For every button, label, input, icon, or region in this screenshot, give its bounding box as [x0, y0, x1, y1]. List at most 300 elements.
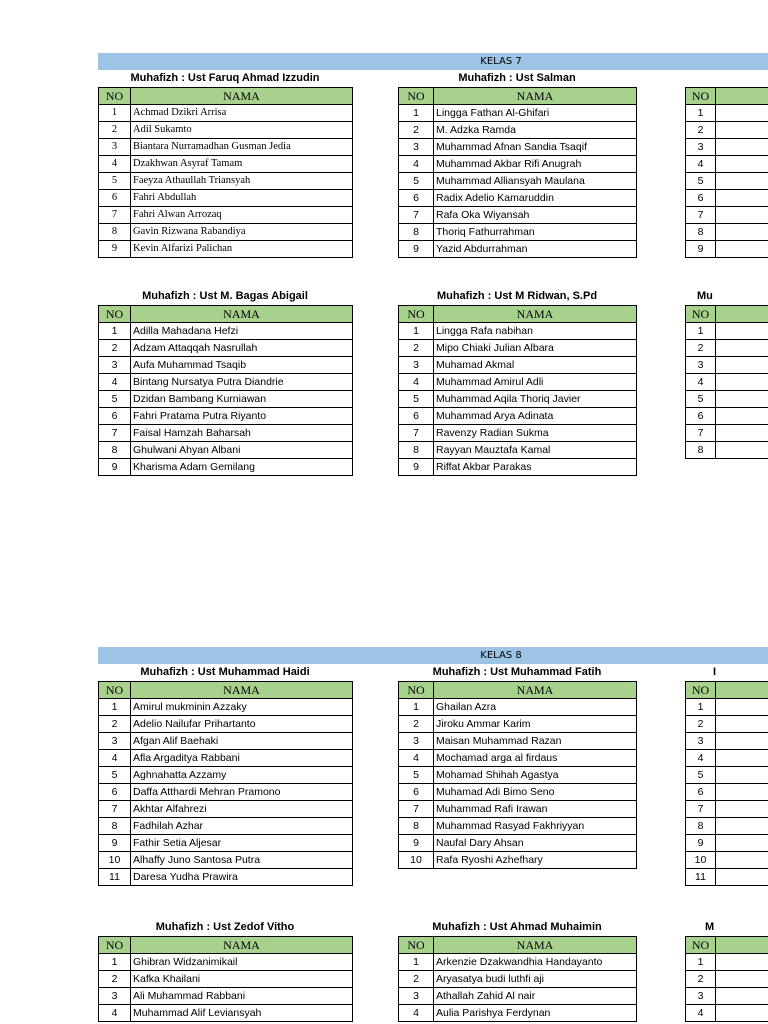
- table-row: [399, 835, 637, 852]
- row-nama: Aulia Parishya Ferdynan: [434, 1005, 637, 1022]
- table-row: [686, 425, 768, 442]
- row-no: 1: [99, 105, 131, 122]
- table-row: [99, 784, 353, 801]
- row-nama: Fahri Abdullah: [131, 190, 353, 207]
- row-nama: Kafka Khailani: [131, 971, 353, 988]
- table-row: [686, 869, 768, 886]
- row-nama: Adilla Mahadana Hefzi: [131, 323, 353, 340]
- table-row: [99, 323, 353, 340]
- group-kelas8-third-partial: [685, 664, 768, 886]
- row-nama: Muhammad Alliansyah Maulana: [434, 173, 637, 190]
- row-nama: Lingga Fathan Al-Ghifari: [434, 105, 637, 122]
- table-row: [686, 207, 768, 224]
- group-title: M: [705, 921, 715, 933]
- row-no: 4: [99, 156, 131, 173]
- table-row: [686, 374, 768, 391]
- header-nama: NAMA: [434, 682, 637, 699]
- group-title: Muhafizh : Ust Ahmad Muhaimin: [432, 921, 602, 933]
- table-row: [399, 733, 637, 750]
- row-no: 1: [99, 699, 131, 716]
- row-no: 3: [99, 139, 131, 156]
- table-row: [686, 750, 768, 767]
- table-row: [686, 241, 768, 258]
- table-row: [399, 971, 637, 988]
- row-no: 5: [399, 391, 434, 408]
- row-no: 4: [399, 156, 434, 173]
- table-row: [399, 207, 637, 224]
- row-no: 7: [99, 425, 131, 442]
- row-nama: Muhamad Akmal: [434, 357, 637, 374]
- row-no: 6: [99, 190, 131, 207]
- table-row: [99, 852, 353, 869]
- row-nama: Akhtar Alfahrezi: [131, 801, 353, 818]
- row-no: 3: [99, 733, 131, 750]
- table-row: [686, 699, 768, 716]
- group-title: Muhafizh : Ust Faruq Ahmad Izzudin: [130, 72, 320, 84]
- table-row: [99, 1005, 353, 1022]
- row-nama: Afgan Alif Baehaki: [131, 733, 353, 750]
- group-title: Mu: [697, 290, 713, 302]
- header-no: NO: [686, 306, 716, 323]
- row-nama: Aryasatya budi luthfi aji: [434, 971, 637, 988]
- row-no: 8: [399, 224, 434, 241]
- table-row: [99, 340, 353, 357]
- header-nama: NAMA: [434, 306, 637, 323]
- row-nama: Muhammad Amirul Adli: [434, 374, 637, 391]
- row-nama: Dzidan Bambang Kurniawan: [131, 391, 353, 408]
- table-row: [399, 442, 637, 459]
- table-row: [399, 716, 637, 733]
- header-nama: NAMA: [434, 937, 637, 954]
- header-no: NO: [686, 88, 716, 105]
- table-row: [399, 459, 637, 476]
- row-no: 6: [399, 408, 434, 425]
- table-row: [99, 241, 353, 258]
- row-nama: Lingga Rafa nabihan: [434, 323, 637, 340]
- row-no: 4: [686, 750, 716, 767]
- table-row: [686, 323, 768, 340]
- row-no: 10: [399, 852, 434, 869]
- row-no: 7: [686, 425, 716, 442]
- table-row: [99, 374, 353, 391]
- table-row: [399, 190, 637, 207]
- row-no: 5: [686, 173, 716, 190]
- table-row: [686, 716, 768, 733]
- row-no: 4: [399, 750, 434, 767]
- group-title: [685, 70, 768, 87]
- row-no: 9: [99, 835, 131, 852]
- table-row: [399, 425, 637, 442]
- table-row: [99, 767, 353, 784]
- row-no: 1: [399, 105, 434, 122]
- table-row: [686, 852, 768, 869]
- table-row: [399, 818, 637, 835]
- row-nama: Jiroku Ammar Karim: [434, 716, 637, 733]
- row-nama: M. Adzka Ramda: [434, 122, 637, 139]
- group-title: Muhafizh : Ust M. Bagas Abigail: [142, 290, 308, 302]
- table-row: [399, 357, 637, 374]
- group-faruq: [98, 70, 352, 258]
- row-no: 6: [99, 408, 131, 425]
- row-no: 1: [686, 323, 716, 340]
- group-zedof: [98, 919, 352, 1022]
- kelas-7-label: KELAS 7: [480, 56, 522, 67]
- group-title: Muhafizh : Ust M Ridwan, S.Pd: [436, 290, 598, 302]
- row-no: 3: [399, 139, 434, 156]
- row-nama: Biantara Nurramadhan Gusman Jedia: [131, 139, 353, 156]
- table-row: [686, 818, 768, 835]
- group-bagas: [98, 288, 352, 476]
- row-nama: Alhaffy Juno Santosa Putra: [131, 852, 353, 869]
- row-nama: Gavin Rizwana Rabandiya: [131, 224, 353, 241]
- header-no: NO: [99, 306, 131, 323]
- header-no: NO: [399, 88, 434, 105]
- row-no: 3: [99, 357, 131, 374]
- table-row: [399, 852, 637, 869]
- group-title: Muhafizh : Ust Muhammad Haidi: [140, 666, 310, 678]
- table-row: [99, 408, 353, 425]
- row-nama: Faisal Hamzah Baharsah: [131, 425, 353, 442]
- row-nama: Muhammad Aqila Thoriq Javier: [434, 391, 637, 408]
- table-row: [686, 340, 768, 357]
- group-title: I: [713, 666, 717, 678]
- row-nama: Rayyan Mauztafa Kamal: [434, 442, 637, 459]
- row-no: 4: [99, 750, 131, 767]
- row-no: 3: [399, 733, 434, 750]
- row-no: 5: [399, 173, 434, 190]
- kelas-8-band: [98, 647, 768, 664]
- table-row: [686, 835, 768, 852]
- group-title: Muhafizh : Ust Salman: [458, 72, 576, 84]
- row-no: 1: [99, 323, 131, 340]
- row-no: 9: [686, 241, 716, 258]
- table-row: [99, 139, 353, 156]
- group-haidi: [98, 664, 352, 886]
- row-no: 2: [399, 340, 434, 357]
- row-no: 2: [686, 716, 716, 733]
- table-row: [399, 340, 637, 357]
- row-no: 9: [399, 459, 434, 476]
- row-no: 1: [686, 105, 716, 122]
- row-nama: Muhammad Rafi Irawan: [434, 801, 637, 818]
- row-no: 6: [686, 784, 716, 801]
- row-no: 11: [99, 869, 131, 886]
- table-row: [399, 241, 637, 258]
- row-nama: Rafa Ryoshi Azhefhary: [434, 852, 637, 869]
- row-nama: Ravenzy Radian Sukma: [434, 425, 637, 442]
- row-no: 3: [99, 988, 131, 1005]
- row-no: 6: [99, 784, 131, 801]
- table-row: [686, 139, 768, 156]
- row-no: 1: [686, 954, 716, 971]
- row-no: 2: [99, 122, 131, 139]
- row-nama: Daresa Yudha Prawira: [131, 869, 353, 886]
- row-no: 10: [686, 852, 716, 869]
- header-no: NO: [399, 937, 434, 954]
- row-no: 3: [399, 988, 434, 1005]
- header-no: NO: [686, 937, 716, 954]
- table-row: [399, 323, 637, 340]
- table-row: [99, 818, 353, 835]
- table-row: [399, 954, 637, 971]
- header-no: NO: [99, 937, 131, 954]
- table-row: [686, 784, 768, 801]
- row-no: 2: [686, 971, 716, 988]
- table-row: [99, 425, 353, 442]
- table-row: [686, 224, 768, 241]
- row-no: 2: [399, 122, 434, 139]
- table-row: [686, 801, 768, 818]
- row-nama: Thoriq Fathurrahman: [434, 224, 637, 241]
- row-nama: Athallah Zahid Al nair: [434, 988, 637, 1005]
- row-nama: Aufa Muhammad Tsaqib: [131, 357, 353, 374]
- row-nama: Radix Adelio Kamaruddin: [434, 190, 637, 207]
- row-no: 5: [99, 391, 131, 408]
- row-nama: Daffa Atthardi Mehran Pramono: [131, 784, 353, 801]
- row-no: 4: [99, 1005, 131, 1022]
- table-row: [99, 699, 353, 716]
- row-no: 11: [686, 869, 716, 886]
- row-no: 1: [399, 699, 434, 716]
- table-row: [99, 716, 353, 733]
- row-nama: Muhamad Adi Bimo Seno: [434, 784, 637, 801]
- row-no: 7: [686, 801, 716, 818]
- row-nama: Muhammad Akbar Rifi Anugrah: [434, 156, 637, 173]
- row-no: 4: [399, 1005, 434, 1022]
- row-nama: Muhammad Alif Leviansyah: [131, 1005, 353, 1022]
- row-nama: Muhammad Rasyad Fakhriyyan: [434, 818, 637, 835]
- header-no: NO: [99, 682, 131, 699]
- row-nama: Rafa Oka Wiyansah: [434, 207, 637, 224]
- header-nama: NAMA: [131, 937, 353, 954]
- row-no: 8: [99, 442, 131, 459]
- table-row: [686, 988, 768, 1005]
- row-no: 6: [399, 190, 434, 207]
- row-no: 5: [99, 173, 131, 190]
- row-no: 1: [686, 699, 716, 716]
- row-nama: Naufal Dary Ahsan: [434, 835, 637, 852]
- table-row: [686, 173, 768, 190]
- group-muhaimin: [398, 919, 636, 1022]
- row-no: 7: [99, 207, 131, 224]
- table-row: [99, 869, 353, 886]
- table-row: [99, 733, 353, 750]
- row-no: 8: [686, 224, 716, 241]
- group-kelas8-sixth-partial: [685, 919, 768, 1022]
- table-row: [99, 224, 353, 241]
- row-nama: Fadhilah Azhar: [131, 818, 353, 835]
- kelas-7-band: [98, 53, 768, 70]
- row-no: 7: [399, 801, 434, 818]
- row-no: 2: [686, 122, 716, 139]
- row-no: 5: [686, 391, 716, 408]
- row-no: 3: [686, 988, 716, 1005]
- row-no: 4: [686, 374, 716, 391]
- row-nama: Adelio Nailufar Prihartanto: [131, 716, 353, 733]
- group-third-partial: [685, 70, 768, 258]
- row-nama: Muhammad Afnan Sandia Tsaqif: [434, 139, 637, 156]
- row-nama: Dzakhwan Asyraf Tamam: [131, 156, 353, 173]
- table-row: [99, 207, 353, 224]
- header-no: NO: [399, 682, 434, 699]
- table-row: [399, 1005, 637, 1022]
- table-row: [686, 767, 768, 784]
- row-nama: Arkenzie Dzakwandhia Handayanto: [434, 954, 637, 971]
- row-nama: Mochamad arga al firdaus: [434, 750, 637, 767]
- group-salman: [398, 70, 636, 258]
- row-nama: Muhammad Arya Adinata: [434, 408, 637, 425]
- row-no: 3: [686, 733, 716, 750]
- row-no: 4: [686, 156, 716, 173]
- row-no: 6: [399, 784, 434, 801]
- row-no: 1: [399, 323, 434, 340]
- row-no: 2: [399, 971, 434, 988]
- row-no: 8: [99, 224, 131, 241]
- table-row: [686, 733, 768, 750]
- row-no: 4: [99, 374, 131, 391]
- row-no: 7: [399, 425, 434, 442]
- header-nama: NAMA: [131, 88, 353, 105]
- table-row: [99, 835, 353, 852]
- row-nama: Amirul mukminin Azzaky: [131, 699, 353, 716]
- table-row: [99, 156, 353, 173]
- row-nama: Fahri Alwan Arrozaq: [131, 207, 353, 224]
- row-nama: Fahri Pratama Putra Riyanto: [131, 408, 353, 425]
- row-no: 2: [99, 716, 131, 733]
- row-no: 9: [399, 241, 434, 258]
- table-row: [99, 988, 353, 1005]
- row-nama: Mipo Chiaki Julian Albara: [434, 340, 637, 357]
- table-row: [99, 173, 353, 190]
- table-row: [399, 750, 637, 767]
- group-sixth-partial: [685, 288, 768, 459]
- header-no: NO: [99, 88, 131, 105]
- group-ridwan: [398, 288, 636, 476]
- row-no: 3: [686, 139, 716, 156]
- row-no: 7: [99, 801, 131, 818]
- table-row: [399, 784, 637, 801]
- table-row: [686, 1005, 768, 1022]
- table-row: [399, 224, 637, 241]
- row-no: 8: [686, 818, 716, 835]
- header-no: NO: [686, 682, 716, 699]
- row-no: 9: [99, 241, 131, 258]
- table-row: [99, 357, 353, 374]
- header-nama: NAMA: [131, 306, 353, 323]
- table-row: [399, 767, 637, 784]
- table-row: [686, 391, 768, 408]
- row-nama: Adil Sukamto: [131, 122, 353, 139]
- table-row: [399, 139, 637, 156]
- row-nama: Afla Argaditya Rabbani: [131, 750, 353, 767]
- table-row: [399, 408, 637, 425]
- row-nama: Achmad Dzikri Arrisa: [131, 105, 353, 122]
- table-row: [686, 122, 768, 139]
- row-no: 7: [686, 207, 716, 224]
- row-no: 8: [686, 442, 716, 459]
- kelas-8-label: KELAS 8: [480, 650, 522, 661]
- row-no: 5: [399, 767, 434, 784]
- table-row: [399, 105, 637, 122]
- table-row: [99, 105, 353, 122]
- row-nama: Riffat Akbar Parakas: [434, 459, 637, 476]
- row-no: 8: [99, 818, 131, 835]
- table-row: [99, 391, 353, 408]
- table-row: [686, 190, 768, 207]
- table-row: [99, 801, 353, 818]
- row-no: 4: [686, 1005, 716, 1022]
- table-row: [99, 442, 353, 459]
- table-row: [399, 374, 637, 391]
- table-row: [99, 459, 353, 476]
- table-row: [399, 173, 637, 190]
- row-no: 9: [399, 835, 434, 852]
- row-nama: Bintang Nursatya Putra Diandrie: [131, 374, 353, 391]
- table-row: [99, 971, 353, 988]
- row-nama: Aghnahatta Azzamy: [131, 767, 353, 784]
- row-nama: Kharisma Adam Gemilang: [131, 459, 353, 476]
- row-nama: Ghulwani Ahyan Albani: [131, 442, 353, 459]
- table-row: [99, 750, 353, 767]
- row-no: 2: [686, 340, 716, 357]
- row-nama: Ali Muhammad Rabbani: [131, 988, 353, 1005]
- table-row: [399, 699, 637, 716]
- row-nama: Adzam Attaqqah Nasrullah: [131, 340, 353, 357]
- row-nama: Mohamad Shihah Agastya: [434, 767, 637, 784]
- table-row: [686, 357, 768, 374]
- header-nama: NAMA: [131, 682, 353, 699]
- row-no: 3: [399, 357, 434, 374]
- row-no: 2: [399, 716, 434, 733]
- table-row: [686, 954, 768, 971]
- table-row: [399, 988, 637, 1005]
- row-no: 10: [99, 852, 131, 869]
- row-no: 6: [686, 408, 716, 425]
- table-row: [399, 801, 637, 818]
- row-nama: Maisan Muhammad Razan: [434, 733, 637, 750]
- row-no: 5: [99, 767, 131, 784]
- table-row: [686, 442, 768, 459]
- header-no: NO: [399, 306, 434, 323]
- table-row: [399, 391, 637, 408]
- row-no: 6: [686, 190, 716, 207]
- row-nama: Kevin Alfarizi Palichan: [131, 241, 353, 258]
- row-no: 9: [99, 459, 131, 476]
- row-no: 3: [686, 357, 716, 374]
- table-row: [686, 156, 768, 173]
- row-no: 8: [399, 818, 434, 835]
- row-nama: Yazid Abdurrahman: [434, 241, 637, 258]
- table-row: [99, 954, 353, 971]
- row-no: 1: [99, 954, 131, 971]
- row-nama: Ghibran Widzanimikail: [131, 954, 353, 971]
- group-title: Muhafizh : Ust Zedof Vitho: [155, 921, 295, 933]
- row-nama: Fathir Setia Aljesar: [131, 835, 353, 852]
- table-row: [99, 122, 353, 139]
- row-no: 1: [399, 954, 434, 971]
- table-row: [99, 190, 353, 207]
- group-fatih: [398, 664, 636, 869]
- table-row: [686, 971, 768, 988]
- row-no: 4: [399, 374, 434, 391]
- table-row: [399, 122, 637, 139]
- row-no: 5: [686, 767, 716, 784]
- header-nama: NAMA: [434, 88, 637, 105]
- table-row: [399, 156, 637, 173]
- row-no: 9: [686, 835, 716, 852]
- row-nama: Faeyza Athaullah Triansyah: [131, 173, 353, 190]
- row-nama: Ghailan Azra: [434, 699, 637, 716]
